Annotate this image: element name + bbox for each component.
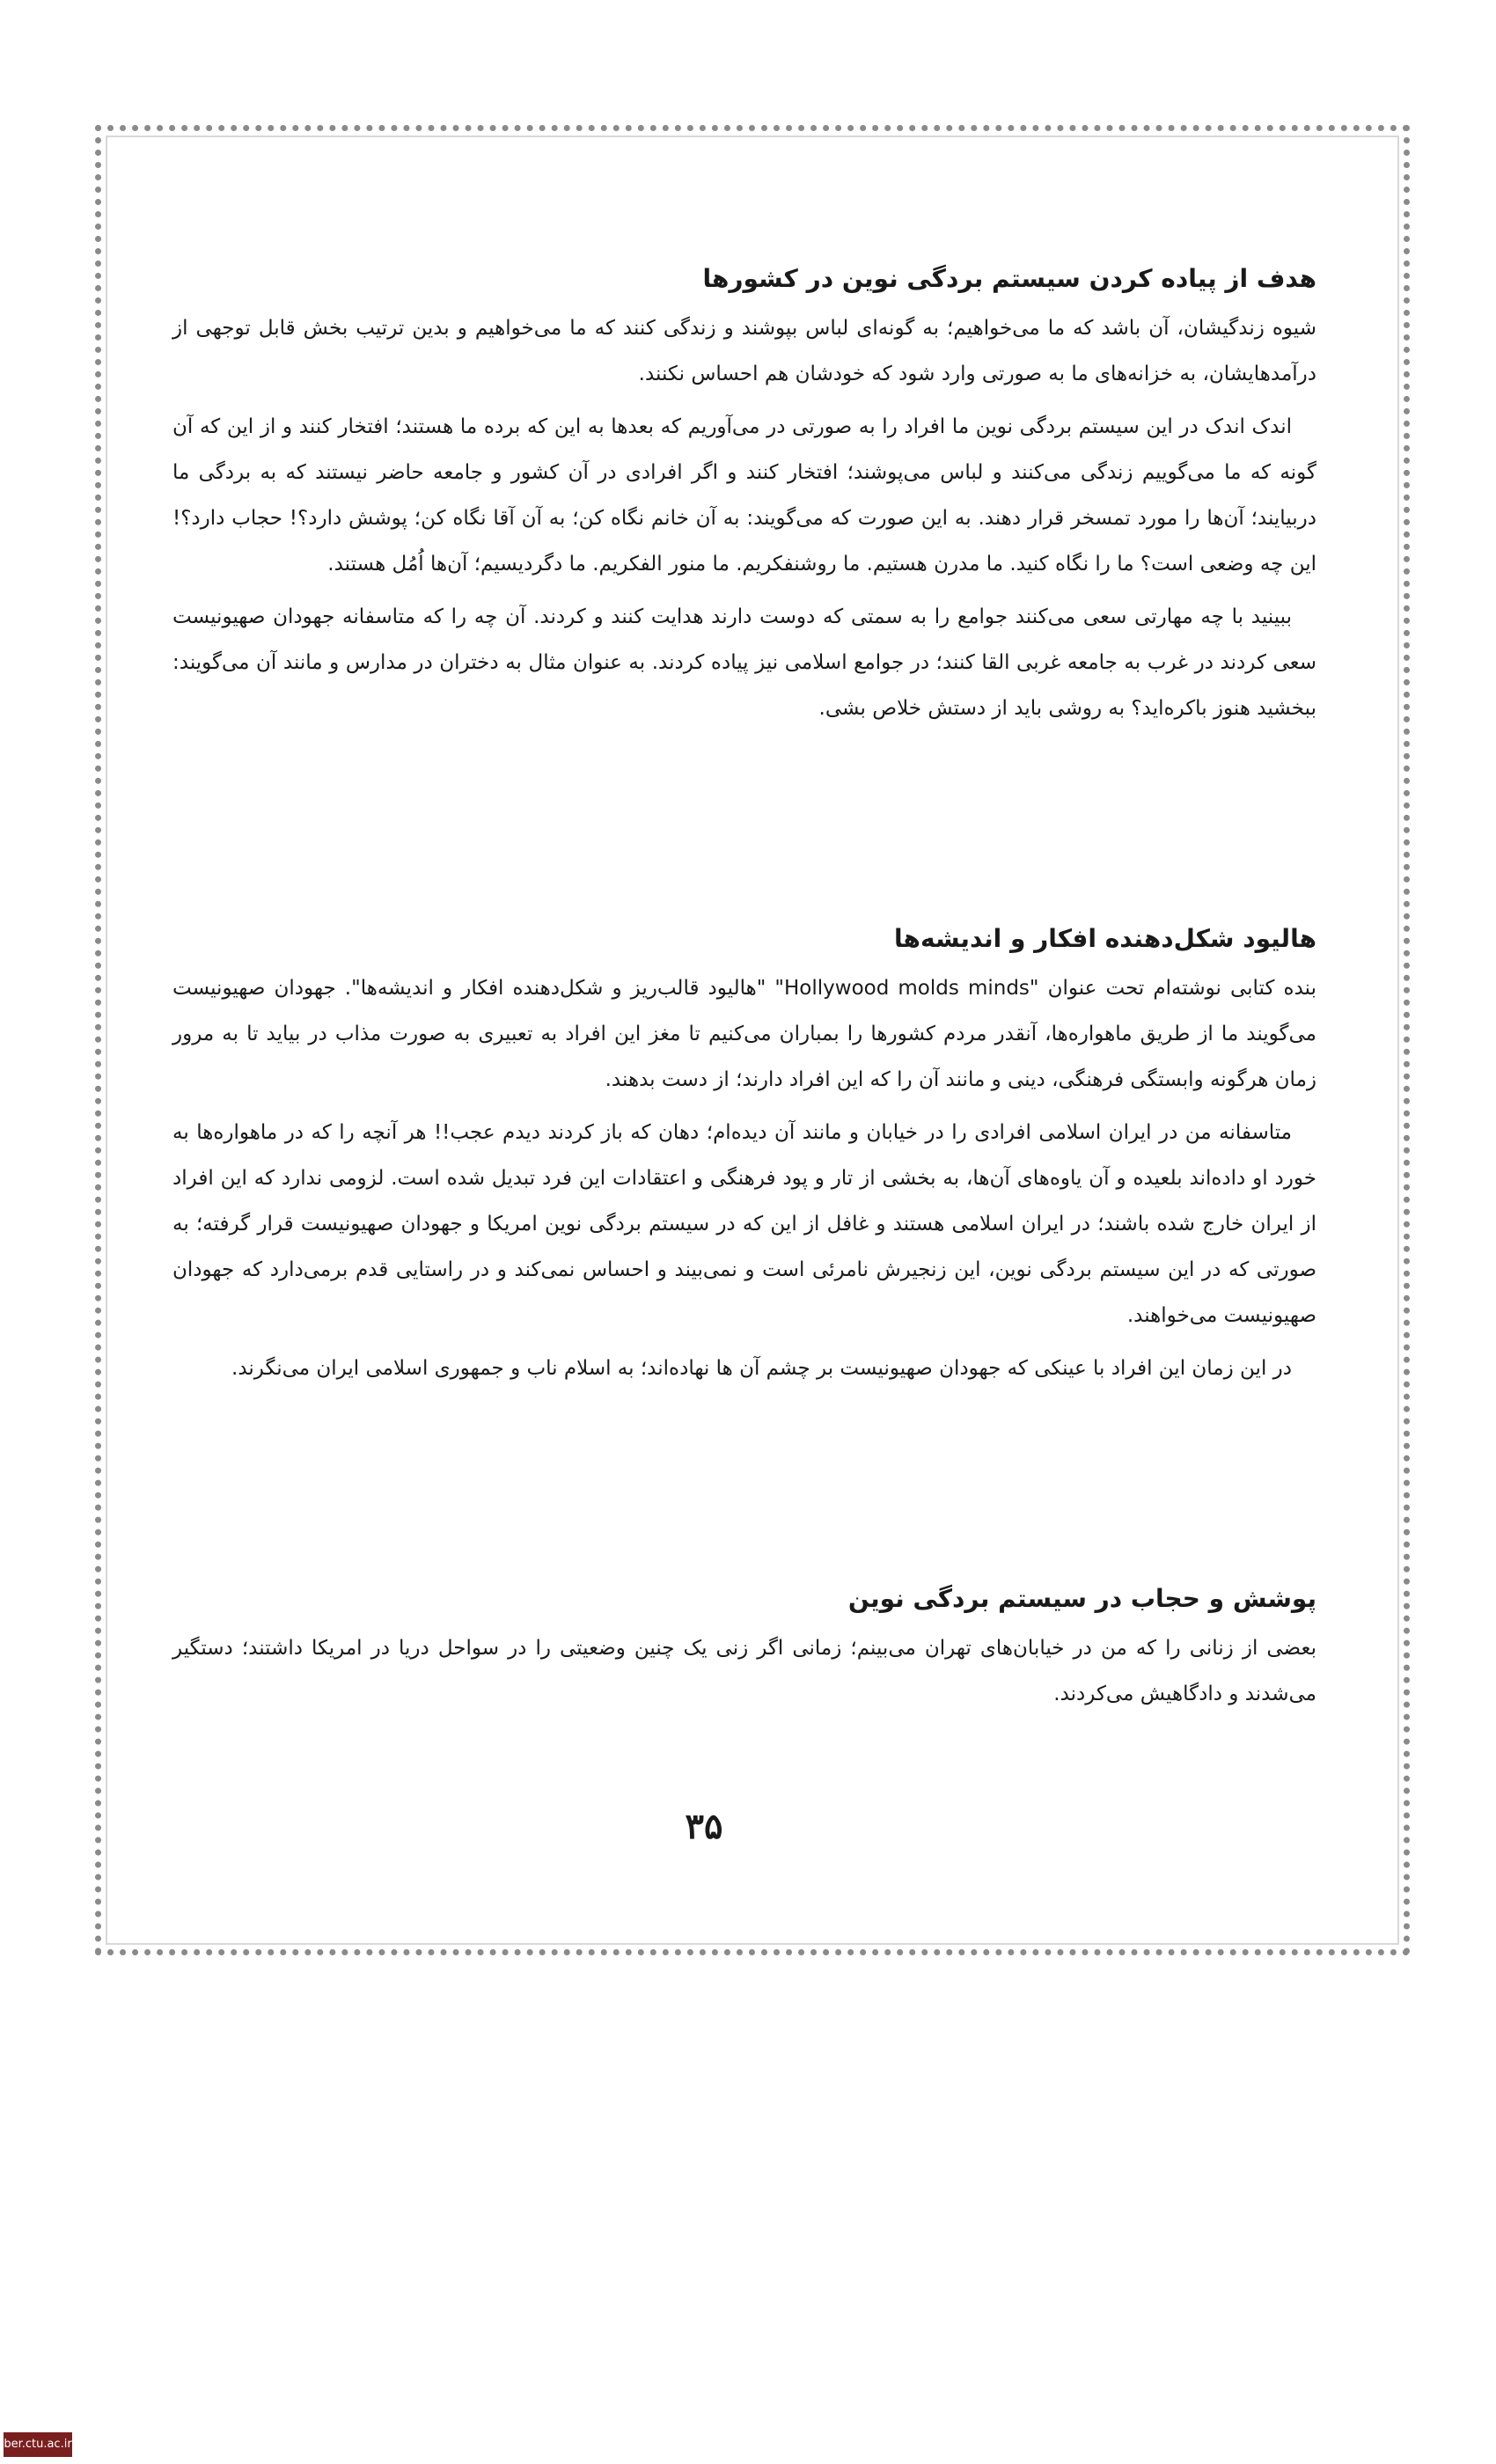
paragraph: متاسفانه من در ایران اسلامی افرادی را در خیابان و مانند آن دیده‌ام؛ دهان که باز کردند دیدم عجب!! هر آنچه را که در ماهواره‌ها به خورد او داده‌اند بلعیده و آن یاوه‌های آن‌ها، به بخشی از تار و پود فرهنگی و اعتقادات این فرد تبدیل شده است. لزومی ندارد که این افراد از ایران خارج شده باشند؛ در ایران اسلامی هستند و غافل از این که در سیستم بردگی نوین امریکا و جهودان صهیونیست قرار گرفته؛ به صورتی که در این سیستم بردگی نوین، این زنجیرش نامرئی است و نمی‌بیند و احساس نمی‌کند و در راستایی قدم برمی‌دارد که جهودان صهیونیست می‌خواهند. bbox=[172, 1121, 1316, 1327]
paragraph: بنده کتابی نوشته‌ام تحت عنوان "Hollywood molds minds" "هالیود قالب‌ریز و شکل‌دهنده افکار و اندیشه‌ها". جهودان صهیونیست می‌گویند ما از طریق ماهواره‌ها، آنقدر مردم کشورها را بمباران می‌کنیم تا مغز این افراد به تعبیری به صورت مذاب در بیاید تا به مرور زمان هرگونه وابستگی فرهنگی، دینی و مانند آن را که این افراد دارند؛ از دست بدهند. bbox=[172, 977, 1316, 1091]
section-heading: هدف از پیاده کردن سیستم بردگی نوین در کشورها bbox=[702, 264, 1316, 293]
section-1 bbox=[172, 264, 1316, 738]
section-heading: پوشش و حجاب در سیستم بردگی نوین bbox=[847, 1584, 1316, 1613]
paragraph: ببینید با چه مهارتی سعی می‌کنند جوامع را به سمتی که دوست دارند هدایت کنند و کردند. آن چه را که متاسفانه جهودان صهیونیست سعی کردند در غرب به جامعه غربی القا کنند؛ در جوامع اسلامی نیز پیاده کردند. به عنوان مثال به دختران در مدارس و مانند آن می‌گویند: ببخشید هنوز باکره‌اید؟ به روشی باید از دستش خلاص بشی. bbox=[172, 605, 1316, 720]
page-number: ۳۵ bbox=[685, 1806, 723, 1847]
paragraph: شیوه زندگیشان، آن باشد که ما می‌خواهیم؛ به گونه‌ای لباس بپوشند و زندگی کنند که ما می‌خواهیم و بدین ترتیب بخش قابل توجهی از درآمدهایشان، به خزانه‌های ما به صورتی وارد شود که خودشان هم احساس نکنند. bbox=[172, 317, 1316, 385]
section-2 bbox=[172, 924, 1316, 1398]
paragraph: بعضی از زنانی را که من در خیابان‌های تهران می‌بینم؛ زمانی اگر زنی یک چنین وضعیتی را در سواحل دریا در امریکا داشتند؛ دستگیر می‌شدند و دادگاهیش می‌کردند. bbox=[172, 1637, 1316, 1705]
paragraph: در این زمان این افراد با عینکی که جهودان صهیونیست بر چشم آن ها نهاده‌اند؛ به اسلام ناب و جمهوری اسلامی ایران می‌نگرند. bbox=[231, 1357, 1292, 1380]
section-heading: هالیود شکل‌دهنده افکار و اندیشه‌ها bbox=[894, 924, 1316, 953]
paragraph: اندک اندک در این سیستم بردگی نوین ما افراد را به صورتی در می‌آوریم که بعدها به این که برده ما هستند؛ افتخار کنند و از این که آن گونه که ما می‌گوییم زندگی می‌کنند و لباس می‌پوشند؛ افتخار کنند و اگر افرادی در آن کشور و جامعه حاضر نیستند که به بردگی ما دربیایند؛ آن‌ها را مورد تمسخر قرار دهند. به این صورت که می‌گویند: به آن خانم نگاه کن؛ به آن آقا نگاه کن؛ پوشش دارد؟! حجاب دارد؟! این چه وضعی است؟ ما را نگاه کنید. ما مدرن هستیم. ما روشنفکریم. ما منور الفکریم. ما دگردیسیم؛ آن‌ها اُمُل هستند. bbox=[172, 415, 1316, 576]
site-logo[interactable]: ber.ctu.ac.ir bbox=[4, 2432, 72, 2457]
section-3 bbox=[172, 1584, 1316, 1724]
